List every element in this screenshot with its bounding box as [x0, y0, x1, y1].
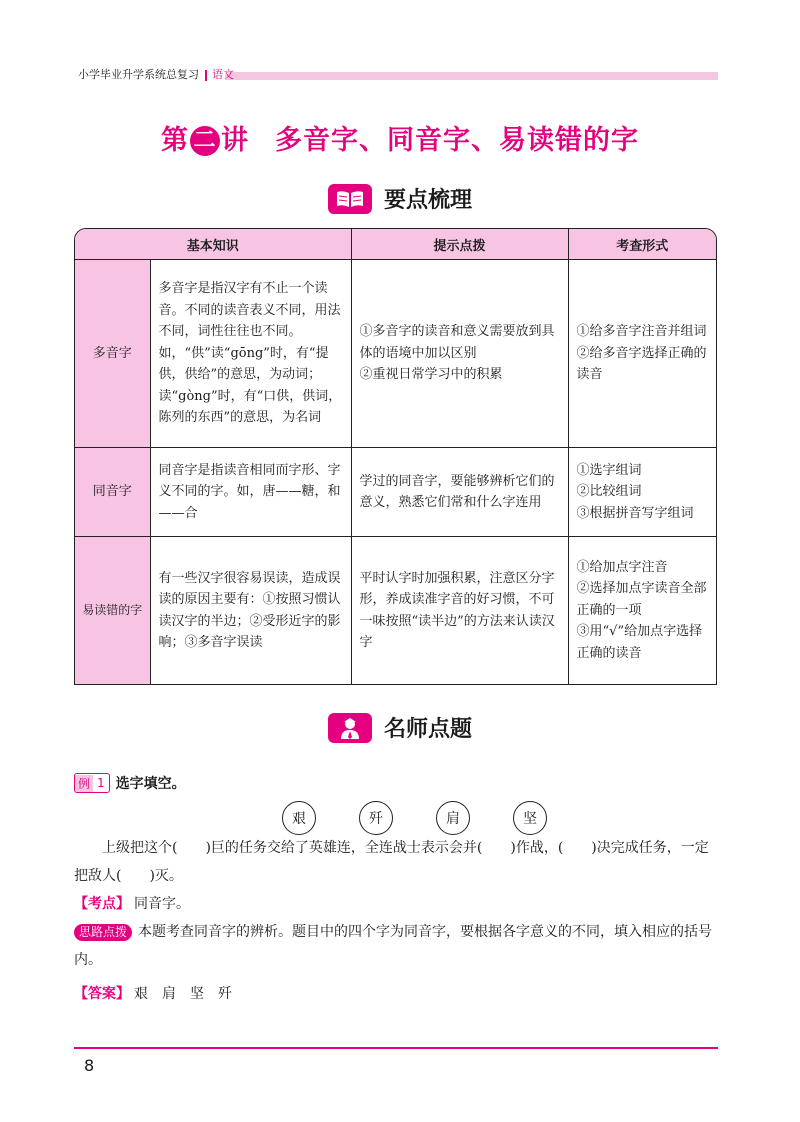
knowledge-table — [74, 228, 717, 685]
choice-char: 歼 — [359, 801, 393, 835]
header-separator — [205, 70, 207, 81]
hint-label: 思路点拨 — [74, 924, 132, 941]
header-stripe — [225, 72, 718, 80]
page-number: 8 — [84, 1056, 95, 1075]
row-knowledge: 有一些汉字很容易误读，造成误读的原因主要有：①按照习惯认读汉字的半边；②受形近字的影响；③多音字误读 — [150, 537, 351, 685]
row-knowledge: 多音字是指汉字有不止一个读音。不同的读音表义不同，用法不同，词性往往也不同。如，“供”读“gōng”时，有“提供，供给”的意思，为动词；读“gòng”时，有“口供，供词，陈列的东西”的意思，为名词 — [150, 260, 351, 448]
lesson-prefix: 第 — [161, 125, 189, 156]
exam-point-text: 同音字。 — [134, 896, 190, 912]
subject-label: 语文 — [212, 68, 234, 81]
choice-characters — [282, 801, 590, 835]
row-forms: ①给多音字注音并组词 ②给多音字选择正确的读音 — [568, 260, 716, 448]
question-text: 上级把这个( )巨的任务交给了英雄连，全连战士表示会并( )作战，( )决完成任务，一定把敌人( )灭。 — [74, 840, 709, 884]
answer — [74, 980, 718, 1008]
table-row — [75, 537, 716, 685]
row-category: 易读错的字 — [75, 537, 150, 685]
exam-point-label: 【考点】 — [74, 896, 130, 912]
column-header: 基本知识 — [75, 229, 351, 260]
choice-char: 坚 — [513, 801, 547, 835]
example-label: 例 — [75, 775, 93, 792]
row-tips: ①多音字的读音和意义需要放到具体的语境中加以区别 ②重视日常学习中的积累 — [351, 260, 568, 448]
example-badge — [74, 773, 110, 793]
section-title: 名师点题 — [383, 717, 472, 742]
hint-paragraph — [74, 918, 718, 974]
table-row — [75, 448, 716, 537]
lesson-number: 二 — [190, 126, 220, 156]
table-header-row — [75, 229, 716, 260]
example-number: 1 — [93, 776, 109, 790]
row-forms: ①选字组词 ②比较组词 ③根据拼音写字组词 — [568, 448, 716, 537]
row-category: 同音字 — [75, 448, 150, 537]
section-heading-teacher — [0, 712, 800, 743]
answer-text: 艰肩坚歼 — [134, 986, 246, 1002]
running-header — [78, 67, 234, 83]
lesson-title — [0, 118, 800, 157]
exam-point — [74, 890, 718, 918]
choice-char: 艰 — [282, 801, 316, 835]
lesson-name: 多音字、同音字、易读错的字 — [275, 125, 639, 156]
answer-label: 【答案】 — [74, 986, 130, 1002]
column-header: 提示点拨 — [351, 229, 568, 260]
lesson-suffix: 讲 — [221, 125, 249, 156]
row-tips: 平时认字时加强积累，注意区分字形，养成读准字音的好习惯，不可一味按照“读半边”的方法来认读汉字 — [351, 537, 568, 685]
section-heading-key-points — [0, 183, 800, 214]
hint-text: 本题考查同音字的辨析。题目中的四个字为同音字，要根据各字意义的不同，填入相应的括号内。 — [74, 924, 713, 968]
book-title: 小学毕业升学系统总复习 — [78, 68, 199, 81]
footer-line — [74, 1047, 718, 1049]
choice-char: 肩 — [436, 801, 470, 835]
row-forms: ①给加点字注音 ②选择加点字读音全部正确的一项 ③用“√”给加点字选择正确的读音 — [568, 537, 716, 685]
row-knowledge: 同音字是指读音相同而字形、字义不同的字。如，唐——糖，和——合 — [150, 448, 351, 537]
book-icon — [328, 184, 372, 214]
column-header: 考查形式 — [568, 229, 716, 260]
teacher-icon — [328, 713, 372, 743]
example-prompt: 选字填空。 — [115, 776, 186, 792]
table-row — [75, 260, 716, 448]
row-tips: 学过的同音字，要能够辨析它们的意义，熟悉它们常和什么字连用 — [351, 448, 568, 537]
example-heading — [74, 773, 186, 793]
section-title: 要点梳理 — [383, 188, 472, 213]
row-category: 多音字 — [75, 260, 150, 448]
